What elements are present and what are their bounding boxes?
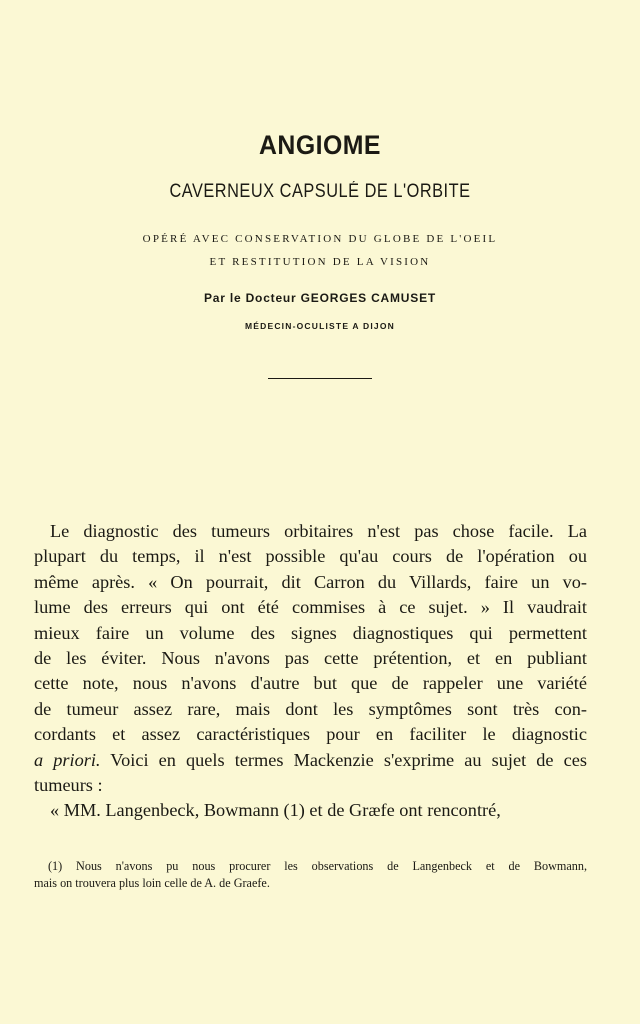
author-line: Par le Docteur GEORGES CAMUSET	[203, 291, 437, 305]
footnote-line: (1) Nous n'avons pu nous procurer les observations de Langenbeck et de Bowmann,	[48, 859, 587, 873]
body-line: plupart du temps, il n'est possible qu'au cours de l'opération ou	[34, 546, 587, 567]
body-line: cette note, nous n'avons d'autre but que de rappeler une variété	[34, 673, 587, 694]
body-line: cordants et assez caractéristiques pour en faciliter le diagnostic	[34, 724, 587, 745]
body-line: de tumeur assez rare, mais dont les symptômes sont très con-	[34, 698, 587, 719]
article-title: ANGIOME	[259, 130, 381, 160]
body-line: tumeurs :	[34, 774, 103, 795]
author-role: MÉDECIN-OCULISTE A DIJON	[244, 321, 395, 331]
body-paragraph	[34, 519, 587, 824]
body-line	[34, 748, 587, 773]
footnote-line: mais on trouvera plus loin celle de A. de Graefe.	[34, 876, 270, 890]
subtitle-line-1: OPÉRÉ AVEC CONSERVATION DU GLOBE DE L'OEIL	[142, 233, 498, 245]
body-line: Le diagnostic des tumeurs orbitaires n'est pas chose facile. La	[50, 521, 587, 541]
separator-rule	[268, 378, 372, 379]
subtitle-line-2: ET RESTITUTION DE LA VISION	[209, 256, 431, 268]
article-subtitle: CAVERNEUX CAPSULÉ DE L'ORBITE	[169, 181, 471, 202]
body-line: de les éviter. Nous n'avons pas cette prétention, et en publiant	[34, 647, 587, 668]
body-line: même après. « On pourrait, dit Carron du Villards, faire un vo-	[34, 571, 587, 592]
body-line-rest: Voici en quels termes Mackenzie s'exprime au sujet de ces	[100, 749, 587, 770]
italic-a-priori: a priori.	[34, 749, 101, 770]
quote-line: « MM. Langenbeck, Bowmann (1) et de Græfe ont rencontré,	[50, 800, 501, 821]
footnote	[34, 858, 587, 892]
body-line: lume des erreurs qui ont été commises à ce sujet. » Il vaudrait	[34, 597, 587, 618]
body-line: mieux faire un volume des signes diagnostiques qui permettent	[34, 622, 587, 643]
